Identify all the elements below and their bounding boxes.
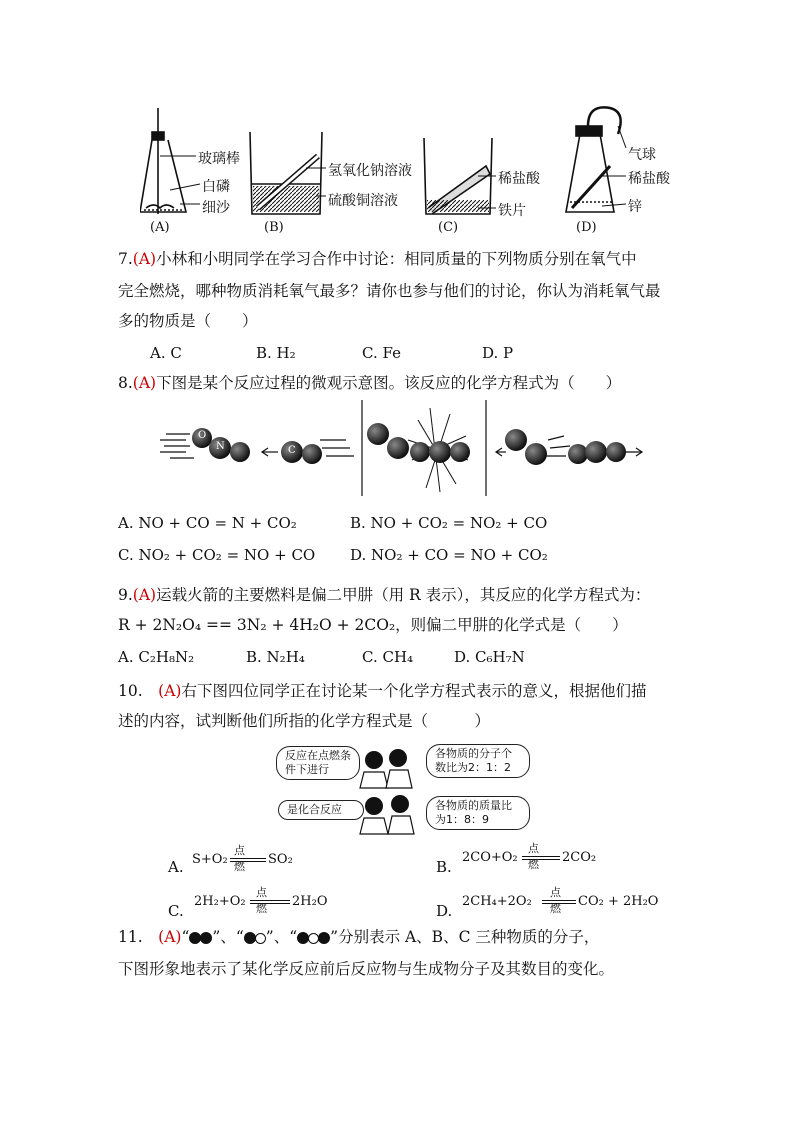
q8-text: 下图是某个反应过程的微观示意图。该反应的化学方程式为（ ） <box>156 374 622 392</box>
q9-line2: R + 2N₂O₄ == 3N₂ + 4H₂O + 2CO₂，则偏二甲肼的化学式是（ ） <box>118 616 628 634</box>
label-fine-sand: 细沙 <box>202 200 230 216</box>
apparatus-figure <box>140 104 680 240</box>
label-glass-rod: 玻璃棒 <box>198 151 240 167</box>
q10-option-c-cond: 点燃 <box>256 886 267 915</box>
q7-text: 小林和小明同学在学习合作中讨论：相同质量的下列物质分别在氧气中 <box>156 250 637 268</box>
caption-a: (A) <box>150 220 170 235</box>
panel-collision <box>367 408 470 492</box>
q9-option-b[interactable]: B. N₂H₄ <box>246 648 305 666</box>
molecule-b-icon <box>244 928 266 946</box>
atom-label-o: O <box>198 430 207 441</box>
q10-option-c-rhs: 2H₂O <box>292 894 328 909</box>
q10-option-c-lhs: 2H₂+O₂ <box>194 894 246 909</box>
q9-line1 <box>118 580 678 610</box>
students-discussion-figure <box>276 742 534 838</box>
q7-number: 7. <box>118 250 133 268</box>
bubble-ratio: 各物质的分子个数比为2：1：2 <box>426 744 530 778</box>
q9-option-d[interactable]: D. C₆H₇N <box>454 648 525 666</box>
q7-line2: 完全燃烧，哪种物质消耗氧气最多？请你也参与他们的讨论，你认为消耗氧气最 <box>118 282 661 300</box>
label-hcl-d: 稀盐酸 <box>628 171 670 187</box>
caption-b: (B) <box>264 220 284 235</box>
q10-line2: 述的内容，试判断他们所指的化学方程式是（ ） <box>118 712 491 730</box>
q8-line1 <box>118 368 678 398</box>
molecule-c-icon <box>297 928 330 946</box>
q9-tag: (A) <box>132 586 157 604</box>
q8-tag: (A) <box>132 374 157 392</box>
q10-option-b-rhs: 2CO₂ <box>562 850 597 865</box>
q10-option-d-rhs: CO₂ + 2H₂O <box>578 894 659 909</box>
q11-text: 分别表示 A、B、C 三种物质的分子， <box>338 928 600 946</box>
q7-tag: (A) <box>132 250 157 268</box>
micro-diagram-drawing <box>150 400 650 500</box>
q10-option-b-cond: 点燃 <box>528 842 539 871</box>
label-balloon: 气球 <box>628 147 656 163</box>
q8-option-d[interactable]: D. NO₂ + CO = NO + CO₂ <box>350 546 548 564</box>
label-naoh: 氢氧化钠溶液 <box>328 163 412 179</box>
label-hcl-c: 稀盐酸 <box>498 171 540 187</box>
q10-tag: (A) <box>158 682 182 700</box>
q11-number: 11. <box>118 928 143 946</box>
q11-quote-close: ” <box>330 928 339 946</box>
label-white-phosphorus: 白磷 <box>202 179 230 195</box>
q10-option-a-cond: 点燃 <box>234 844 245 873</box>
q10-option-a-rhs: SO₂ <box>268 852 293 867</box>
q9-option-a[interactable]: A. C₂H₈N₂ <box>118 648 195 666</box>
atom-label-n: N <box>216 441 225 452</box>
beaker-b <box>250 132 322 214</box>
q10-option-a-equals <box>230 858 266 862</box>
bubble-combination: 是化合反应 <box>278 800 364 820</box>
label-zinc: 锌 <box>628 199 642 215</box>
label-iron: 铁片 <box>498 203 526 219</box>
bubble-mass-ratio: 各物质的质量比为1：8：9 <box>426 796 530 830</box>
q8-option-c[interactable]: C. NO₂ + CO₂ = NO + CO <box>118 546 316 564</box>
flask-d <box>566 107 621 212</box>
q7-option-a[interactable]: A. C <box>150 344 182 362</box>
q7-line1 <box>118 244 678 274</box>
q10-option-a-letter: A. <box>168 858 184 876</box>
q8-option-b[interactable]: B. NO + CO₂ = NO₂ + CO <box>350 514 548 532</box>
q9-number: 9. <box>118 586 133 604</box>
q10-option-b-equals <box>522 856 560 860</box>
panel-after <box>496 429 642 465</box>
q11-quote-sep2: ”、“ <box>265 928 298 946</box>
q10-option-c-letter: C. <box>168 902 184 920</box>
caption-c: (C) <box>438 220 459 235</box>
q7-line3: 多的物质是（ ） <box>118 312 258 330</box>
q9-option-c[interactable]: C. CH₄ <box>362 648 414 666</box>
panel-before <box>160 428 354 464</box>
flask-a <box>140 108 186 214</box>
q11-quote-open: “ <box>181 928 190 946</box>
q10-option-c-equals <box>250 900 290 904</box>
q9-text: 运载火箭的主要燃料是偏二甲肼（用 R 表示），其反应的化学方程式为： <box>156 586 651 604</box>
reaction-micro-diagram <box>150 400 650 500</box>
q8-number: 8. <box>118 374 133 392</box>
q7-option-c[interactable]: C. Fe <box>362 344 401 362</box>
q11-line2: 下图形象地表示了某化学反应前后反应物与生成物分子及其数目的变化。 <box>118 960 615 978</box>
q7-option-d[interactable]: D. P <box>482 344 514 362</box>
q11-tag: (A) <box>158 928 182 946</box>
q10-option-d-lhs: 2CH₄+2O₂ <box>462 894 532 909</box>
q11-line1 <box>118 922 678 952</box>
q10-option-b-lhs: 2CO+O₂ <box>462 850 518 865</box>
bubble-condition: 反应在点燃条件下进行 <box>276 746 360 780</box>
q10-line1 <box>118 676 678 706</box>
label-cuso4: 硫酸铜溶液 <box>328 193 398 209</box>
q10-option-d-letter: D. <box>436 902 453 920</box>
atom-label-c: C <box>288 445 296 456</box>
q8-option-a[interactable]: A. NO + CO = N + CO₂ <box>118 514 297 532</box>
q7-option-b[interactable]: B. H₂ <box>256 344 296 362</box>
molecule-a-icon <box>189 928 212 946</box>
q10-option-b-letter: B. <box>436 858 452 876</box>
caption-d: (D) <box>576 220 597 235</box>
q10-option-a-lhs: S+O₂ <box>192 852 228 867</box>
q10-number: 10. <box>118 682 143 700</box>
q10-option-d-equals <box>542 900 576 904</box>
q11-quote-sep1: ”、“ <box>212 928 244 946</box>
q10-option-d-cond: 点燃 <box>550 886 561 915</box>
q10-text: 右下图四位同学正在讨论某一个化学方程式表示的意义，根据他们描 <box>181 682 647 700</box>
